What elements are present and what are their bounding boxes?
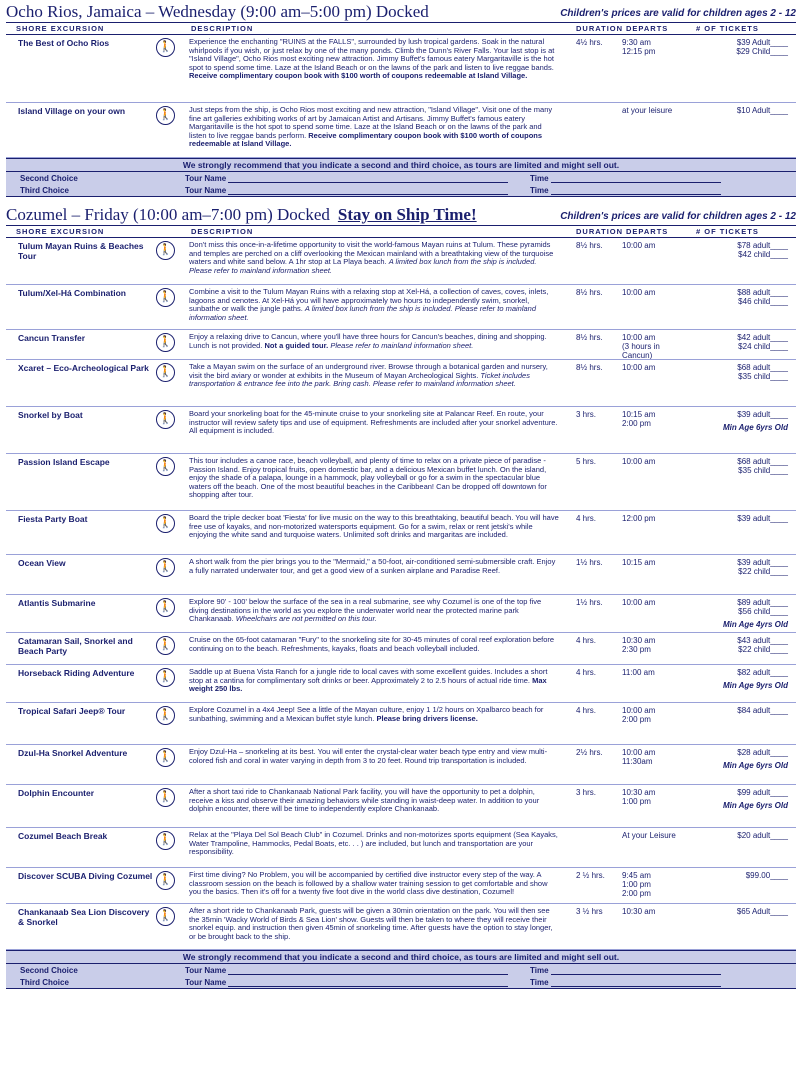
ticket-price[interactable]: $84 adult____: [737, 706, 788, 715]
tour-description-cell: [181, 665, 566, 702]
tour-row: [6, 785, 796, 828]
tour-row: [6, 595, 796, 633]
second-choice-label: Second Choice: [20, 173, 78, 183]
hiker-icon: 🚶: [156, 868, 181, 903]
third-tour-name-field[interactable]: [228, 185, 508, 195]
tour-description-cell: [181, 828, 566, 867]
tour-description: Board the triple decker boat 'Fiesta' for live music on the way to this breathtaking, beautiful beach. You will have free use of kayaks, and non-motorized watersports equipment. Go for a swim, relax or rent jetski's while enjoying the white sand and turquoise waters. Unlimited soft drinks and margaritas are included.: [189, 513, 559, 540]
tickets-cell: [686, 360, 796, 406]
tour-name: Fiesta Party Boat: [18, 514, 88, 524]
tour-duration: 8½ hrs.: [576, 241, 603, 250]
tour-duration: 5 hrs.: [576, 457, 597, 466]
tour-row: [6, 868, 796, 904]
ticket-price[interactable]: $39 adult____ $22 child____: [737, 558, 788, 576]
tour-name: Chankanaab Sea Lion Discovery & Snorkel: [18, 907, 150, 927]
tour-description-cell: [181, 103, 566, 157]
tour-duration: 3 hrs.: [576, 410, 597, 419]
ticket-price[interactable]: $42 adult____ $24 child____: [737, 333, 788, 351]
ticket-price[interactable]: $99 adult____: [737, 788, 788, 797]
min-age: Min Age 9yrs Old: [722, 681, 788, 690]
cozumel-tour-list: [6, 238, 796, 950]
tour-description-cell: [181, 511, 566, 554]
tickets-cell: [686, 511, 796, 554]
tour-duration: 8½ hrs.: [576, 333, 603, 342]
tour-duration: 4 hrs.: [576, 636, 597, 645]
ticket-price[interactable]: $39 adult____: [737, 410, 788, 419]
ticket-price[interactable]: $68 adult____ $35 child____: [737, 457, 788, 475]
tickets-cell: [686, 904, 796, 949]
hiker-icon: 🚶: [156, 828, 181, 867]
col-departs: DEPARTS: [626, 24, 669, 33]
tour-description-cell: [181, 407, 566, 453]
ticket-price[interactable]: $20 adult____: [737, 831, 788, 840]
tour-departs: 10:00 am: [622, 457, 656, 466]
tour-name: Cancun Transfer: [18, 333, 86, 343]
tickets-cell: [686, 665, 796, 702]
tickets-cell: [686, 868, 796, 903]
tour-description-note: Please refer to mainland information sheet.: [330, 340, 474, 350]
tour-row: [6, 285, 796, 330]
min-age: Min Age 6yrs Old: [722, 801, 788, 810]
tour-description: After a short ride to Chankanaab Park, guests will be given a 30min orientation on the park. You will then see the 35min 'Wacky World of Birds & Sea Lion' show. Guests will then be taken to where they will receive their snorkel equip. and instruction then given 45min of snorkeling time. After guests have the option to stay longer, or be brought back to the ship.: [189, 906, 553, 941]
tour-name: Island Village on your own: [18, 106, 126, 116]
tickets-cell: [686, 745, 796, 784]
tour-description: After a short taxi ride to Chankanaab National Park facility, you will have the opportunity to pet a dolphin, receive a kiss and observe their amazing behaviors while standing in waist-deep water. In addition to your dolphin encounter, there will be time to independently explore Chankanaab.: [189, 787, 540, 814]
tour-departs: 10:30 am: [622, 907, 656, 916]
tour-departs: 10:00 am 2:00 pm: [622, 706, 656, 724]
tour-description: Don't miss this once-in-a-lifetime opportunity to visit the world-famous Mayan ruins at Tulum. These pyramids and temples are perched on a cliff overlooking the Mexican mainland with a breathtaking view of the turquoise waters and white sand below. A 1hr stop at La Playa beach.: [189, 240, 554, 267]
tour-duration: 4 hrs.: [576, 668, 597, 677]
tour-duration: 1½ hrs.: [576, 598, 603, 607]
tour-departs: 10:15 am 2:00 pm: [622, 410, 656, 428]
tickets-cell: [686, 330, 796, 360]
hiker-icon: 🚶: [156, 785, 181, 827]
tour-description: Explore 90' - 100' below the surface of the sea in a real submarine, see why Cozumel is one of the top five diving destinations in the world as you explore the underwater world near the protected marine park Chankanaab.: [189, 597, 542, 624]
tour-description-note: A limited box lunch from the ship is included. Please refer to mainland information sheet.: [189, 304, 537, 322]
ocho-title: Ocho Rios, Jamaica – Wednesday (9:00 am–5:00 pm) Docked: [6, 2, 429, 21]
tour-name: Horseback Riding Adventure: [18, 668, 135, 678]
ticket-price[interactable]: $10 Adult____: [736, 106, 788, 115]
tour-row: [6, 511, 796, 555]
hiker-icon: 🚶: [156, 511, 181, 554]
time-label: Time: [530, 966, 549, 975]
tour-duration: 2½ hrs.: [576, 748, 603, 757]
tour-description-bold: Max weight 250 lbs.: [189, 675, 547, 694]
col-tickets: # OF TICKETS: [696, 227, 759, 236]
choice-banner: We strongly recommend that you indicate a second and third choice, as tours are limited and might sell out.: [6, 159, 796, 172]
tour-row: [6, 35, 796, 103]
hiker-icon: 🚶: [156, 745, 181, 784]
tour-name: Tulum/Xel-Há Combination: [18, 288, 126, 298]
cozumel-title: Cozumel – Friday (10:00 am–7:00 pm) Docked: [6, 205, 330, 224]
excursion-form: [6, 0, 796, 989]
col-departs: DEPARTS: [626, 227, 669, 236]
tickets-cell: [686, 595, 796, 632]
tour-duration: 1½ hrs.: [576, 558, 603, 567]
ticket-price[interactable]: $68 adult____ $35 child____: [737, 363, 788, 381]
col-description: DESCRIPTION: [191, 24, 254, 33]
tour-description-cell: [181, 633, 566, 664]
second-time-field[interactable]: [551, 173, 721, 183]
cozumel-header: [6, 197, 796, 225]
tour-name: The Best of Ocho Rios: [18, 38, 110, 48]
third-tour-name-field[interactable]: [228, 977, 508, 987]
tour-description-cell: [181, 904, 566, 949]
tour-description-cell: [181, 238, 566, 284]
tour-description-cell: [181, 745, 566, 784]
tour-name-label: Tour Name: [185, 186, 227, 195]
tour-description-cell: [181, 330, 566, 360]
second-tour-name-field[interactable]: [228, 965, 508, 975]
tour-description: Enjoy Dzul-Ha – snorkeling at its best. You will enter the crystal-clear water beach type entry and view multi-colored fish and coral in water varying in depth from 3 to 20 feet. Round trip transportation is included.: [189, 747, 548, 765]
min-age: Min Age 6yrs Old: [722, 761, 788, 770]
tour-description: Cruise on the 65-foot catamaran "Fury" to the snorkeling site for 30-45 minutes of coral reef exploration before continuing on to the beach. Refreshments, kayaks, floats and beach volleyball included.: [189, 635, 555, 653]
tour-description: Experience the enchanting "RUINS at the FALLS", surrounded by lush tropical gardens. Soak in the natural whirlpools if you wish, or just relax by one of the many ponds. Climb the Dunn's River Falls. Your last stop is at "Island Village", Ocho Rios most exciting new attraction. Jimmy Buffet's famous eatery Margaritaville is the hot spot to spend some time. Laze at the Island Beach or on the lawns of the park and listen to live reggae bands.: [189, 37, 555, 72]
tour-duration: [566, 828, 616, 867]
col-tickets: # OF TICKETS: [696, 24, 759, 33]
hiker-icon: 🚶: [156, 633, 181, 664]
hiker-icon: 🚶: [156, 103, 181, 157]
tour-departs: 10:00 am: [622, 241, 656, 250]
tour-duration: 4 hrs.: [576, 706, 597, 715]
tour-name-label: Tour Name: [185, 978, 227, 987]
cozumel-children-note: Children's prices are valid for children ages 2 - 12: [560, 211, 796, 222]
ticket-price[interactable]: $28 adult____: [737, 748, 788, 757]
tour-description: First time diving? No Problem, you will be accompanied by certified dive instructor every step of the way. A classroom session on the beach is followed by a shallow water training session to get comfortable and show you the basics. Then it's off for a twenty five foot dive in the world class dive destination, Cozumel!: [189, 870, 548, 897]
tour-description: Relax at the "Playa Del Sol Beach Club" in Cozumel. Drinks and non-motorizes sports equipment (Sea Kayaks, Water Trampoline, Hammocks, Pedal Boats, etc. . . ) are included, but lunch and transportation are your responsibility.: [189, 830, 558, 857]
tour-departs: 12:00 pm: [622, 514, 656, 523]
tour-description-bold: Please bring drivers license.: [376, 713, 478, 723]
tour-departs: 10:15 am: [622, 558, 656, 567]
hiker-icon: 🚶: [156, 238, 181, 284]
third-time-field[interactable]: [551, 977, 721, 987]
tour-name: Ocean View: [18, 558, 66, 568]
tour-departs: 10:30 am 2:30 pm: [622, 636, 656, 654]
tour-description-cell: [181, 595, 566, 632]
hiker-icon: 🚶: [156, 595, 181, 632]
tickets-cell: [686, 238, 796, 284]
tour-duration: 8½ hrs.: [576, 288, 603, 297]
tour-departs: at your leisure: [622, 106, 673, 115]
tour-row: [6, 238, 796, 285]
ticket-price[interactable]: $88 adult____ $46 child____: [737, 288, 788, 306]
tour-description-bold: Not a guided tour.: [264, 340, 329, 350]
cozumel-table-header: [6, 225, 796, 238]
tour-description-cell: [181, 785, 566, 827]
min-age: Min Age 4yrs Old: [722, 620, 788, 629]
tour-name: Tropical Safari Jeep® Tour: [18, 706, 126, 716]
stay-on-ship-time: Stay on Ship Time!: [337, 205, 477, 224]
tour-name: Discover SCUBA Diving Cozumel: [18, 871, 153, 881]
tickets-cell: [686, 703, 796, 744]
ticket-price[interactable]: $43 adult____ $22 child____: [737, 636, 788, 654]
hiker-icon: 🚶: [156, 665, 181, 702]
ocho-table-header: [6, 22, 796, 35]
third-choice-label: Third Choice: [20, 185, 69, 195]
tour-duration: 4 hrs.: [576, 514, 597, 523]
tour-description-cell: [181, 360, 566, 406]
tour-row: [6, 360, 796, 407]
tour-departs: 10:00 am: [622, 363, 656, 372]
time-label: Time: [530, 186, 549, 195]
tour-description-bold: Receive complimentary coupon book with $100 worth of coupons redeemable at Island Village.: [189, 130, 543, 149]
tour-row: [6, 828, 796, 868]
tour-description: Explore Cozumel in a 4x4 Jeep! See a little of the Mayan culture, enjoy 1 1/2 hours on Xpalbarco beach for sunbathing, swimming and a Mexican buffet style lunch.: [189, 705, 544, 723]
tour-departs: 10:00 am (3 hours in Cancun): [622, 333, 660, 360]
tour-description: Combine a visit to the Tulum Mayan Ruins with a relaxing stop at Xel-Há, a collection of caves, coves, inlets, lagoons and cenotes. At Xel-Há you will have approximately two hours to independently swim, snorkel, sunbathe or walk the jungle paths.: [189, 287, 549, 314]
tour-name: Tulum Mayan Ruins & Beaches Tour: [18, 241, 144, 261]
col-excursion: SHORE EXCURSION: [16, 24, 105, 33]
second-choice-label: Second Choice: [20, 965, 78, 975]
ocho-header: [6, 0, 796, 22]
ocho-tour-list: [6, 35, 796, 158]
tour-row: [6, 103, 796, 158]
tour-description-bold: Receive complimentary coupon book with $100 worth of coupons redeemable at Island Village.: [189, 71, 528, 81]
tour-row: [6, 665, 796, 703]
ocho-children-note: Children's prices are valid for children ages 2 - 12: [560, 8, 796, 19]
tour-row: [6, 904, 796, 950]
tour-row: [6, 555, 796, 595]
third-choice-row: [6, 976, 796, 988]
hiker-icon: 🚶: [156, 407, 181, 453]
tour-row: [6, 454, 796, 511]
tour-departs: 10:00 am 11:30am: [622, 748, 656, 766]
second-choice-row: [6, 172, 796, 184]
tickets-cell: [686, 828, 796, 867]
tour-description: Board your snorkeling boat for the 45-minute cruise to your snorkeling site at Palancar Reef. En route, your instructor will review safety tips and use of equipment. Refreshments are included after your snorkel adventure. All equipment is included.: [189, 409, 558, 436]
tour-description-cell: [181, 35, 566, 102]
col-excursion: SHORE EXCURSION: [16, 227, 105, 236]
hiker-icon: 🚶: [156, 555, 181, 594]
tour-description-cell: [181, 868, 566, 903]
tour-row: [6, 633, 796, 665]
ticket-price[interactable]: $39 adult____: [737, 514, 788, 523]
time-label: Time: [530, 174, 549, 183]
hiker-icon: 🚶: [156, 454, 181, 510]
tour-departs: 10:30 am 1:00 pm: [622, 788, 656, 806]
tour-name: Cozumel Beach Break: [18, 831, 108, 841]
tour-name: Dolphin Encounter: [18, 788, 95, 798]
tickets-cell: [686, 555, 796, 594]
cozumel-choice-box: [6, 950, 796, 989]
tour-name: Xcaret – Eco-Archeological Park: [18, 363, 149, 373]
tour-duration: 2 ½ hrs.: [576, 871, 605, 880]
tour-description: Saddle up at Buena Vista Ranch for a jungle ride to local caves with some excellent guides. Includes a short stop at a cantina for complimentary soft drinks or beer. Approximately 2 to 2.5 hours of actual ride time.: [189, 667, 548, 685]
tour-row: [6, 407, 796, 454]
tickets-cell: [686, 454, 796, 510]
ticket-price[interactable]: $39 Adult____ $29 Child____: [736, 38, 788, 56]
tour-departs: 11:00 am: [622, 668, 655, 677]
tour-description-cell: [181, 555, 566, 594]
tour-departs: 9:30 am 12:15 pm: [622, 38, 656, 56]
tour-row: [6, 703, 796, 745]
tour-row: [6, 330, 796, 360]
hiker-icon: 🚶: [156, 285, 181, 329]
tour-row: [6, 745, 796, 785]
hiker-icon: 🚶: [156, 904, 181, 949]
ticket-price[interactable]: $78 adult____ $42 child____: [737, 241, 788, 259]
hiker-icon: 🚶: [156, 35, 181, 102]
second-tour-name-field[interactable]: [228, 173, 508, 183]
hiker-icon: 🚶: [156, 703, 181, 744]
tour-description-note: Wheelchairs are not permitted on this tour.: [235, 614, 377, 624]
min-age: Min Age 6yrs Old: [722, 423, 788, 432]
tour-name-label: Tour Name: [185, 966, 227, 975]
tickets-cell: [686, 35, 796, 102]
third-choice-row: [6, 184, 796, 196]
tour-duration: 4½ hrs.: [576, 38, 603, 47]
tour-name-label: Tour Name: [185, 174, 227, 183]
second-choice-row: [6, 964, 796, 976]
tour-duration: 8½ hrs.: [576, 363, 603, 372]
tour-description-note: A limited box lunch from the ship is included. Please refer to mainland information sheet.: [189, 257, 537, 275]
tour-description-note: Ticket includes transportation & entrance fee into the park. Bring cash. Please refer to mainland information sheet.: [189, 370, 530, 389]
ticket-price[interactable]: $89 adult____ $56 child____: [737, 598, 788, 616]
tickets-cell: [686, 633, 796, 664]
tour-description: This tour includes a canoe race, beach volleyball, and plenty of time to relax on a private piece of paradise - Passion Island. Enjoy tropical fruits, open domestic bar, and a delicious Mexican buffet lunch. On the island, enjoy the shade of a palapa, lounge in a hammock, play volleyball or go for a swim in the spectacular blue waters off the beach. One of the most beautiful beaches in the Caribbean! Can be dropped off downtown for shopping after tour.: [189, 456, 547, 500]
tour-description: Take a Mayan swim on the surface of an underground river. Browse through a botanical garden and nursery, visit the bird aviary or wonder at exhibits in the Museum of Mayan Archeological Sights.: [189, 362, 548, 380]
tour-name: Snorkel by Boat: [18, 410, 83, 420]
tour-description-cell: [181, 703, 566, 744]
tour-name: Atlantis Submarine: [18, 598, 96, 608]
second-time-field[interactable]: [551, 965, 721, 975]
tour-duration: 3 hrs.: [576, 788, 597, 797]
tour-duration: [566, 103, 616, 157]
tour-description: Just steps from the ship, is Ocho Rios most exciting and new attraction, "Island Village". Visit one of the many fine art galleries exhibiting works of art by Jamaican Artist and Artisans. Jimmy Buffet's famous eatery Margaritaville is the hot spot to spend some time. Laze at the Island Beach or on the lawns of the park and listen to live reggae bands perform.: [189, 105, 553, 140]
tickets-cell: [686, 103, 796, 157]
tour-departs: 9:45 am 1:00 pm 2:00 pm: [622, 871, 651, 898]
time-label: Time: [530, 978, 549, 987]
tour-description: A short walk from the pier brings you to the "Mermaid," a 50-foot, air-conditioned semi-submersible craft. Enjoy a fully narrated underwater tour, and get a good view of a sunken airplane and Paradise Reef.: [189, 557, 556, 575]
ticket-price[interactable]: $82 adult____: [737, 668, 788, 677]
tour-description: Enjoy a relaxing drive to Cancun, where you'll have three hours for Cancun's beaches, dining and shopping. Lunch is not provided.: [189, 332, 547, 350]
col-duration: DURATION: [576, 227, 624, 236]
tour-description-cell: [181, 454, 566, 510]
hiker-icon: 🚶: [156, 330, 181, 360]
tour-name: Dzul-Ha Snorkel Adventure: [18, 748, 128, 758]
ocho-choice-box: [6, 158, 796, 197]
tickets-cell: [686, 407, 796, 453]
tour-departs: 10:00 am: [622, 598, 656, 607]
tour-description-cell: [181, 285, 566, 329]
third-time-field[interactable]: [551, 185, 721, 195]
third-choice-label: Third Choice: [20, 977, 69, 987]
tour-departs: At your Leisure: [622, 831, 676, 840]
choice-banner: We strongly recommend that you indicate a second and third choice, as tours are limited and might sell out.: [6, 951, 796, 964]
ticket-price[interactable]: $99.00____: [745, 871, 788, 880]
tour-duration: 3 ½ hrs: [576, 907, 603, 916]
tour-name: Passion Island Escape: [18, 457, 110, 467]
tickets-cell: [686, 285, 796, 329]
col-description: DESCRIPTION: [191, 227, 254, 236]
tickets-cell: [686, 785, 796, 827]
hiker-icon: 🚶: [156, 360, 181, 406]
tour-name: Catamaran Sail, Snorkel and Beach Party: [18, 636, 133, 656]
col-duration: DURATION: [576, 24, 624, 33]
ticket-price[interactable]: $65 Adult____: [736, 907, 788, 916]
tour-departs: 10:00 am: [622, 288, 656, 297]
